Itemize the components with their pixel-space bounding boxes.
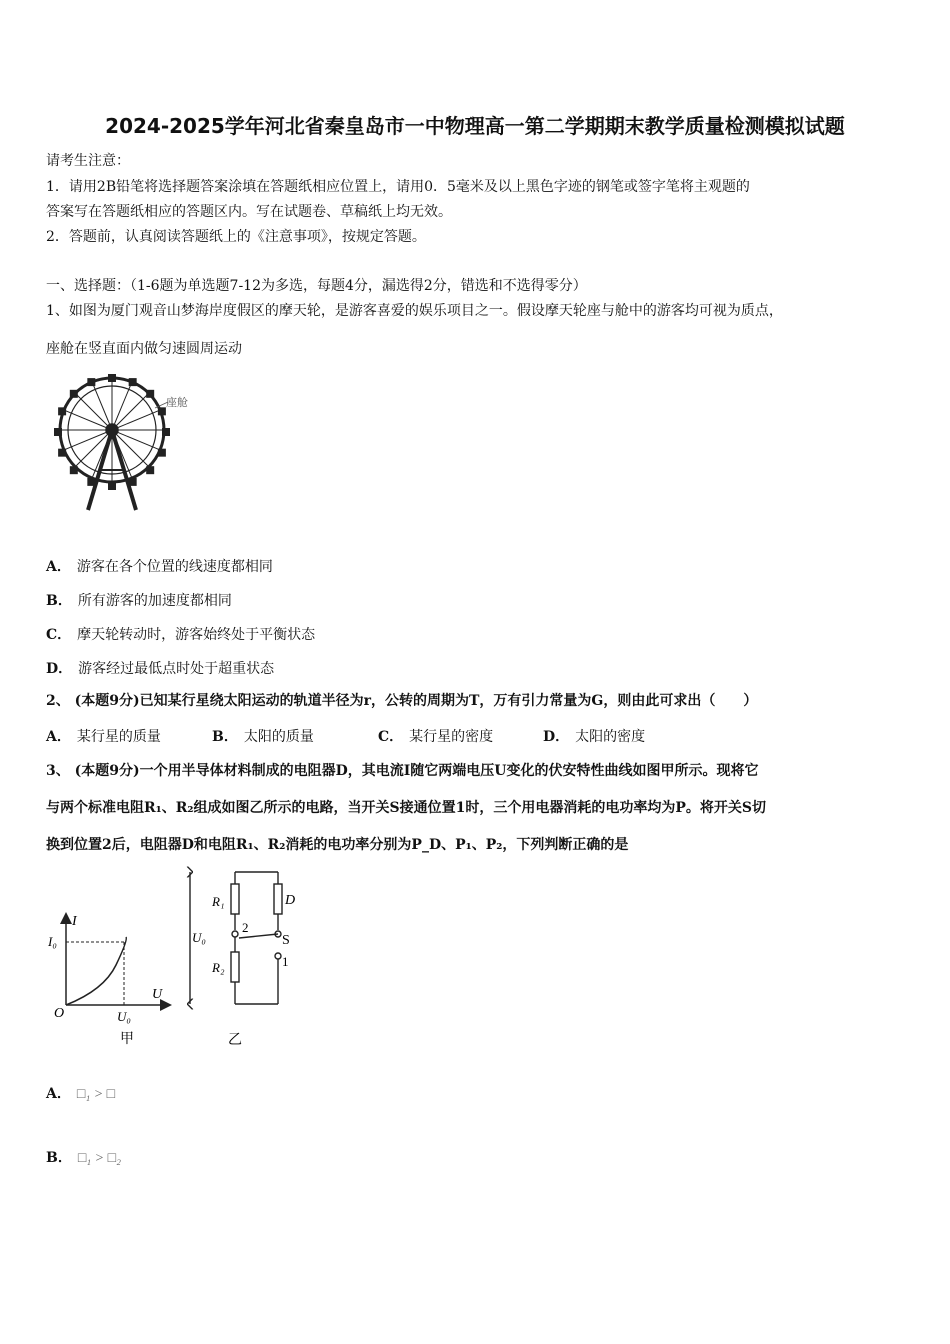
cabin-mark — [58, 407, 66, 415]
circuit-u0: U₀ — [192, 930, 206, 945]
graph-i0: I₀ — [48, 934, 57, 949]
graph-u0: U₀ — [117, 1009, 131, 1024]
circuit-s: S — [282, 933, 290, 948]
cabin-mark — [158, 407, 166, 415]
q1-stem-line-2: 座舱在竖直面内做匀速圆周运动 — [46, 341, 242, 357]
q2-option-c[interactable]: C． 某行星的密度 — [378, 729, 494, 745]
graph-x-label: U — [152, 987, 163, 1002]
cabin-mark — [129, 478, 137, 486]
page-title: 2024-2025学年河北省秦皇岛市一中物理高一第二学期期末教学质量检测模拟试题 — [105, 114, 845, 138]
cabin-mark — [146, 466, 154, 474]
q3-option-b[interactable]: B． □₁ > □₂ — [46, 1150, 121, 1166]
circuit-r1: R₁ — [212, 894, 225, 909]
q3-stem-line-3: 换到位置2后，电阻器D和电阻R₁、R₂消耗的电功率分别为P_D、P₁、P₂，下列判断正确的是 — [46, 837, 629, 853]
q1-option-a[interactable]: A． 游客在各个位置的线速度都相同 — [46, 559, 273, 575]
graph-caption: 甲 — [120, 1032, 134, 1047]
q2-option-b[interactable]: B． 太阳的质量 — [212, 729, 314, 745]
notice-line-3: 2．答题前，认真阅读答题纸上的《注意事项》，按规定答题。 — [46, 229, 426, 245]
circuit-pos2: 2 — [242, 920, 249, 935]
cabin-mark — [146, 390, 154, 398]
cabin-mark — [70, 466, 78, 474]
cabin-mark — [54, 428, 62, 436]
q3-stem-line-2: 与两个标准电阻R₁、R₂组成如图乙所示的电路，当开关S接通位置1时，三个用电器消耗的电功率均为P。将开关S切 — [46, 800, 767, 816]
notice-line-1: 1．请用2B铅笔将选择题答案涂填在答题纸相应位置上，请用0．5毫米及以上黑色字迹的钢笔或签字笔将主观题的 — [46, 179, 750, 195]
cabin-mark — [108, 374, 116, 382]
notice-heading: 请考生注意： — [46, 153, 130, 169]
circuit-diagram — [182, 864, 312, 1054]
cabin-mark — [129, 378, 137, 386]
circuit-r2: R₂ — [212, 960, 225, 975]
cabin-mark — [87, 478, 95, 486]
graph-y-label: I — [72, 914, 77, 929]
cabin-mark — [87, 378, 95, 386]
circuit-pos1: 1 — [282, 954, 289, 969]
q2-stem: 2、 (本题9分)已知某行星绕太阳运动的轨道半径为r，公转的周期为T，万有引力常量为G，则由此可求出（ ） — [46, 693, 758, 709]
ferris-wheel-figure — [50, 370, 200, 515]
q1-option-c[interactable]: C． 摩天轮转动时，游客始终处于平衡状态 — [46, 627, 316, 643]
notice-line-2: 答案写在答题纸相应的答题区内。写在试题卷、草稿纸上均无效。 — [46, 204, 452, 220]
cabin-mark — [162, 428, 170, 436]
q2-option-a[interactable]: A． 某行星的质量 — [46, 729, 161, 745]
q3-option-a[interactable]: A． □₁ > □ — [46, 1086, 116, 1102]
cabin-mark — [70, 390, 78, 398]
section-heading: 一、选择题：（1-6题为单选题7-12为多选，每题4分，漏选得2分，错选和不选得零分） — [46, 278, 587, 294]
q1-option-d[interactable]: D． 游客经过最低点时处于超重状态 — [46, 661, 275, 677]
cabin-mark — [58, 449, 66, 457]
q1-stem-line-1: 1、如图为厦门观音山梦海岸度假区的摩天轮，是游客喜爱的娱乐项目之一。假设摩天轮座与舱中的游客均可视为质点， — [46, 303, 783, 319]
q3-stem-line-1: 3、 (本题9分)一个用半导体材料制成的电阻器D，其电流I随它两端电压U变化的伏安特性曲线如图甲所示。现将它 — [46, 763, 759, 779]
q1-option-b[interactable]: B． 所有游客的加速度都相同 — [46, 593, 232, 609]
circuit-d: D — [285, 893, 296, 908]
cabin-mark — [108, 482, 116, 490]
cabin-label: 座舱 — [166, 397, 188, 409]
q2-option-d[interactable]: D． 太阳的密度 — [543, 729, 646, 745]
cabin-mark — [158, 449, 166, 457]
graph-origin: O — [54, 1006, 65, 1021]
iv-curve-graph — [44, 905, 179, 1055]
circuit-caption: 乙 — [228, 1033, 242, 1048]
